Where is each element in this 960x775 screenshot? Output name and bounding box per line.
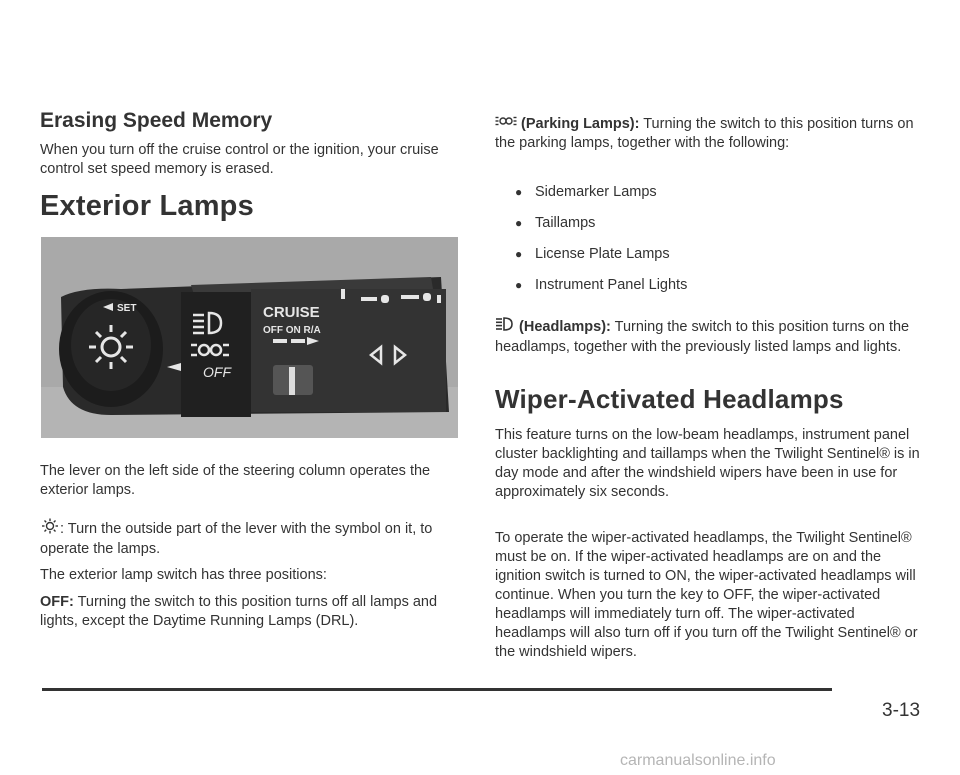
paragraph-off — [40, 593, 460, 631]
heading-exterior-lamps: Exterior Lamps — [40, 190, 254, 222]
lever-illustration — [41, 237, 458, 438]
paragraph-wiper-operation: To operate the wiper-activated headlamps, the Twilight Sentinel® must be on. If the wiper-activated headlamps are on and the ignition switch is turned to ON, the wiper-activated headlamps will continue. When you turn the key to OFF, the wiper-activated headlamps will immediately turn off. The wiper-activated headlamps will also turn off if you turn off the Twilight Sentinel® or the windshield wipers. — [495, 530, 918, 660]
parking-lamps-text: Turning the switch to this position turns on the parking lamps, together with the following: — [495, 115, 914, 151]
parking-lamps-label: (Parking Lamps): — [521, 115, 640, 132]
cruise-sub-label: OFF ON R/A — [263, 325, 321, 336]
headlamps-label: (Headlamps): — [519, 318, 611, 335]
sun-symbol-text: : Turn the outside part of the lever with the symbol on it, to operate the lamps. — [40, 520, 433, 557]
paragraph-sun-symbol — [40, 518, 460, 559]
list-item: ● Instrument Panel Lights — [515, 277, 688, 293]
watermark: carmanualsonline.info — [620, 752, 776, 769]
off-position-label: OFF: — [40, 594, 74, 610]
exterior-lamp-symbol-icon — [40, 518, 60, 540]
off-position-text: Turning the switch to this position turns off all lamps and lights, except the Daytime Running Lamps (DRL). — [40, 594, 438, 629]
set-label: SET — [117, 303, 137, 314]
list-item: ● Taillamps — [515, 215, 596, 231]
heading-erasing-speed-memory: Erasing Speed Memory — [40, 109, 273, 132]
parking-lamps-list — [515, 183, 687, 307]
off-label: OFF — [203, 364, 231, 380]
paragraph-three-positions: The exterior lamp switch has three positions: — [40, 567, 327, 583]
paragraph-wiper-feature: This feature turns on the low-beam headlamps, instrument panel cluster backlighting and taillamps when the Twilight Sentinel® is in day mode and after the windshield wipers have been in use for approximately six seconds. — [495, 427, 920, 500]
parking-lamps-icon — [495, 114, 517, 134]
paragraph-headlamps — [495, 316, 925, 357]
heading-wiper-activated-headlamps: Wiper-Activated Headlamps — [495, 384, 844, 414]
list-item: ● Sidemarker Lamps — [515, 184, 657, 200]
headlamps-text: Turning the switch to this position turns on the headlamps, together with the previously listed lamps and lights. — [495, 318, 910, 355]
paragraph-erasing-speed-memory: When you turn off the cruise control or the ignition, your cruise control set speed memory is erased. — [40, 142, 439, 177]
cruise-label: CRUISE — [263, 304, 320, 321]
list-item: ● License Plate Lamps — [515, 246, 670, 262]
headlamps-icon — [495, 316, 515, 338]
paragraph-lever: The lever on the left side of the steering column operates the exterior lamps. — [40, 463, 431, 498]
paragraph-parking-lamps — [495, 114, 925, 153]
lever-photo — [41, 237, 458, 438]
footer-rule — [42, 688, 832, 691]
page-number: 3-13 — [882, 700, 921, 721]
